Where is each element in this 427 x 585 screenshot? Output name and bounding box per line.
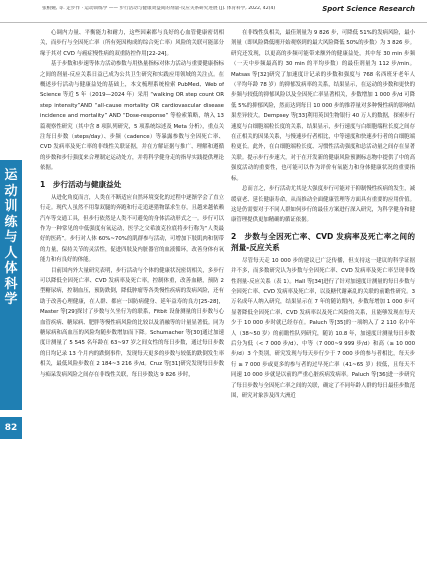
- page-number: 82: [0, 417, 22, 439]
- header-citation: 张根婉, 等. 走步作 · 运动训练学 —— 步行活动与健康效益间的剂量-反应关系研究进展 [J]. 体育科学, 2022, 42(4): [42, 6, 276, 11]
- sidebar-label: 运动训练与人体科学: [4, 168, 18, 307]
- section-sidebar: [0, 160, 22, 410]
- section-heading: 1 步行活动与健康益处: [40, 179, 122, 189]
- paragraph: 从进化角度而言，人类在不断适应自然环境变化的过程中逐渐学会了直立行走。现代人虽然不用靠双腿的奔跑和行走追逐猎物谋求生存，且越来越依赖汽车等交通工具，但步行依然是人类不可避免的身体活动形式之一。步行可以作为一种常见的中低强度有氧运动，医学之父希波克拉底将步行称为“人类最好的医药”。步行对人体 60%~70%的肌群参与活动，可增加下肢肌肉和韧带的力量，保持关节的灵活性，促进四肢及内脏器官的血液循环，改善身体有氧能力和有良好的体能。: [40, 194, 224, 264]
- paragraph: 基于步数和步速等体力活动参数与用热量指标对体力活动与重要健康指标之间的剂量-反应关系日益已成为公共卫生研究和实践应用领域的关注点。在概述步行活动与健康益处的基础上，本文梳理系统检索 PubMed、Web of Science 等近 5 年（2019—2024 年）采用 “walking OR step count OR step intensity”AND “all-cause mortality OR cardiovascular disease incidence and mortality” AND “Dose-response” 等检索策略，纳入 13 篇观察性研究（其中含 8 项队列研究，5 项系统综述及 Meta 分析），重点关注每日步数（steps/day）、步频（cadence）等暴露参数与全因死亡率、CVD 发病率及死亡率的非线性关联证据，并在方解证据与推广、理解和遵循的步数和步行强度来合理制定运动处方，并将科学健身走的指导实践提供理论依据。: [40, 61, 224, 172]
- page-header: [0, 0, 427, 23]
- paragraph: 目前国内外大量研究表明，步行活动与个体的健康状况密切相关，多步行可以降低全因死亡率、CVD 发病率及死亡率，控制体重，改善血糖，预防 2 型糖尿病，控制血压，预防跌倒，降低肿瘤等各类慢性疾病的发病风险，还有助于改善心理健康，在人群、都应一国防病健身、延年益寿的良方[25-28]，Master 等[29]探讨了步数与久坐行为的联系，Fitbit 设备测量的日步数与心血管疾病、糖尿病、肥胖等慢性病风险的比较以及消融等的计量显著低。同为糖尿病和高血压的风险均随步数增加而下降。Schumacher 等[30]通过加速度计测量了 5 545 名年龄在 63~97 岁之间女性的每日步数，通过每日步数的日均记录 13 个月内的跌倒事件，发现每天更多的步数与较低的跌倒发生率相关，最低风险步数在 2 184~3 216 步/d。Cruz 等[31]研究发现每日步数与痴呆发病风险之间存在非线性关联，每日步数达 9 826 步时，: [40, 267, 224, 378]
- paragraph: 尽管每天走 10 000 步的建议已广泛传播，但支持这一建议的科学证据并不多，而多数研究认为步数与全因死亡率、CVD 发病率及死亡率呈现非线性剂量-反应关系（表 1）。Hall 等[34]进行了针对加速度计测量的每日步数与全因死亡率、CVD 发病率及死亡率，以及糖代谢紊乱的关联的前瞻性研究。3 万名成年人纳入研究，结果显示在 7 年的随访期内，步数每增加 1 000 步可显著降低全因死亡率、CVD 发病率以及死亡风险的关系，且能够发现在每天少于 10 000 步时就已经存在。Paluch 等[35]的一项纳入了 2 110 名中年人（38~50 岁）的前瞻性队列研究，随访 10.8 年，加速度计测量每日步数后分为低（< 7 000 步/d）、中等（7 000~9 999 步/d）和高（≥ 10 000 步/d）3 个类别，研究发现与每天步行少于 7 000 步的参与者相比，每天步行 ≥ 7 000 步或更多的参与者的过早死亡率（41~65 岁）较低，且每天不同速 10 000 步就是以前的严重心脏疾病发病率。Paluch 等[36]进一步研究了每日步数与全因死亡率之间的关联，确定了不同年龄人群的每日最佳步数范围，研究对象涉及四大洲近: [231, 257, 415, 399]
- paragraph: 总而言之，步行活动尤其是大强度步行可能对于抑制慢性疾病的发生，减缓衰老、延长健康寿命，从而推动全面健康管理等方面具有重要的应用价值。这是仍需要对于不同人群如何步行的最佳方案进行深入研究，为科学健身和健康管理提供更加精确的循证依据。: [231, 186, 415, 224]
- journal-name: Sport Science Research: [322, 5, 415, 13]
- right-column: [231, 28, 415, 578]
- paragraph: 心调内力量、平衡能力和耐力，这些因素都与良好的心血管健康密切相关，而步行与全因死亡率（所有死因构成的综合死亡率）风险的关联可能部分缘于其对 CVD 与癌症慢性病的双重防控作用[22-24]。: [40, 30, 224, 57]
- section-heading: 2 步数与全因死亡率、CVD 发病率及死亡率之间的剂量-反应关系: [231, 231, 415, 252]
- left-column: [40, 28, 224, 578]
- paragraph: 在非线性负相关，最佳剂量为 9 826 步，可降低 51%的发病风险，最小剂量（即风险降低刚开始观察到的最大风险降低 50%的步数）为 3 826 步。研究还发现，以更高的步频可能带来额外的健康益处，其中每 30 min 步频（一天中步频最高的 30 min 的平均步数）的最佳剂量为 112 步/min。Matsas 等[32]研究了加速度计记录的步数和强度与 768 名西班牙老年人（平均年龄 78 岁）的抑郁发病率的关系，结果显示，在运动的步数和更快的步频与较低的抑郁风险以及全因死亡率显著相关，步数增加 1 000 步/d 可降低 5%的抑郁风险，然而达到每日 10 000 步的推荐量对多种慢性病的影响结果差异较大。Dempsey 等[33]利用英国生物银行 40 万人的数据，探索步行速度与白细胞端粒长度的关系，结果显示，步行速度与白细胞端粒长度之间存在正相关的因果关系，与慢速步行者相比，中等速度和快速步行者的白细胞端粒更长。此外，在白细胞端粒长度、习惯性活动强度和总活动量之间存在显著关联。提示步行步速大，对于在开发新的健康风险预测标志物中提供了中的高强度活动的重要性，也可能可以作为评价有氧能力和身体健康状况的重要指标。: [231, 30, 415, 182]
